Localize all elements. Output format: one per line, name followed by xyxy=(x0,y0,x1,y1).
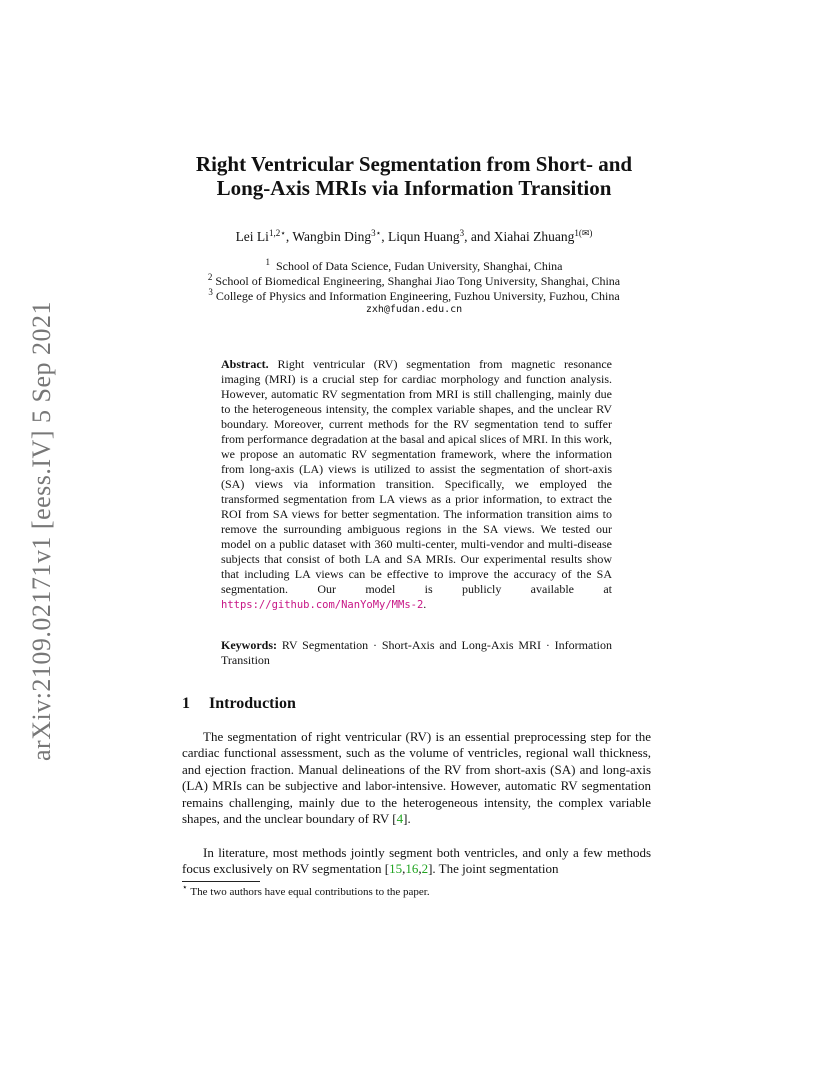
abstract-text: Right ventricular (RV) segmentation from magnetic resonance imaging (MRI) is a crucial step for cardiac morphology and function analysis. However, automatic RV segmentation from MRI is still challenging, mainly due to the heterogeneous intensity, the complex variable shapes, and the unclear RV boundary. Moreover, current methods for the RV segmentation tend to suffer from performance degradation at the basal and apical slices of MRI. In this work, we propose an automatic RV segmentation framework, where the information from long-axis (LA) views is utilized to assist the segmentation of short-axis (SA) views via information transition. Specifically, we employed the transformed segmentation from LA views as a prior information, to extract the ROI from SA views for better segmentation. The information transition aims to remove the surrounding ambiguous regions in the SA views. We tested our model on a public dataset with 360 multi-center, multi-vendor and multi-disease subjects that consist of both LA and SA MRIs. Our experimental results show that including LA views can be effective to improve the accuracy of the SA segmentation. Our model is publicly available at xyxy=(221,357,613,596)
keywords-text: RV Segmentation · Short-Axis and Long-Axis MRI · Information Transition xyxy=(221,638,613,667)
footnote-text: The two authors have equal contributions to the paper. xyxy=(190,886,430,898)
author-name: Xiahai Zhuang xyxy=(493,229,575,244)
section-number: 1 xyxy=(182,695,190,712)
citation-link[interactable]: 15 xyxy=(389,861,403,877)
arxiv-sidebar xyxy=(22,296,62,766)
section-heading xyxy=(182,695,296,713)
paper-title xyxy=(150,152,678,200)
author-sup: 3⋆ xyxy=(371,228,382,238)
affiliation-3: $^3$ College of Physics and Information Engineering, Fuzhou University, Fuzhou, China xyxy=(208,287,620,303)
intro-paragraph-2: In literature, most methods jointly segment both ventricles, and only a few methods focus exclusively on RV segmentation [15,16,2]. The joint segmentation xyxy=(182,845,651,877)
footnote-mark: ⋆ xyxy=(182,882,188,892)
affiliation-2: $^2$ School of Biomedical Engineering, Shanghai Jiao Tong University, Shanghai, China xyxy=(207,272,621,288)
section-title: Introduction xyxy=(209,695,296,712)
title-line-1: Right Ventricular Segmentation from Short- and xyxy=(195,152,633,176)
author-list: Lei $Li^{1,2⋆}$, Wangbin Ding$^{3⋆}$, Liqun Huang$^3$, and Xiahai Zhuang$^{1(✉)}$ xyxy=(235,228,593,244)
author-sup: 1(✉) xyxy=(574,228,593,238)
footnote-rule xyxy=(182,881,260,882)
keywords-label: Keywords: xyxy=(221,638,277,652)
abstract-label: Abstract. xyxy=(221,357,269,371)
intro-paragraph-1: The segmentation of right ventricular (RV) is an essential preprocessing step for the cardiac functional assessment, such as the volume of ventricles, regional wall thickness, and ejection fraction. Manual delineations of the RV from short-axis (SA) and long-axis (LA) MRIs can be subjective and labor-intensive. However, automatic RV segmentation remains challenging, mainly due to the heterogeneous intensity, the complex variable shapes, and the unclear boundary of RV [4]. xyxy=(182,729,651,827)
author-name: Wangbin Ding xyxy=(292,229,372,244)
citation-link[interactable]: 16 xyxy=(405,861,419,877)
abstract: Abstract. Right ventricular (RV) segmentation from magnetic resonance imaging (MRI) is a crucial step for cardiac morphology and function analysis. However, automatic RV segmentation from MRI is still challenging, mainly due to the heterogeneous intensity, the complex variable shapes, and the unclear RV boundary. Moreover, current methods for the RV segmentation tend to suffer from performance degradation at the basal and apical slices of MRI. In this work, we propose an automatic RV segmentation framework, where the information from long-axis (LA) views is utilized to assist the segmentation of short-axis (SA) views via information transition. Specifically, we employed the transformed segmentation from LA views as a prior information, to extract the ROI from SA views for better segmentation. The information transition aims to remove the surrounding ambiguous regions in the SA views. We tested our model on a public dataset with 360 multi-center, multi-vendor and multi-disease subjects that consist of both LA and SA MRIs. Our experimental results show that including LA views can be effective to improve the accuracy of the SA segmentation. Our model is publicly available at https://github.com/NanYoMy/MMs-2. xyxy=(221,357,613,611)
arxiv-identifier: arXiv:2109.02171v1 [eess.IV] 5 Sep 2021 xyxy=(27,301,56,761)
contact-email[interactable]: zxh@fudan.edu.cn xyxy=(365,304,463,315)
author-name: Lei Li xyxy=(235,229,269,244)
citation-link[interactable]: 2 xyxy=(421,861,429,877)
author-sup: 1,2⋆ xyxy=(268,228,286,238)
footnote xyxy=(182,882,430,898)
author-name: Liqun Huang xyxy=(388,229,460,244)
citation-link[interactable]: 4 xyxy=(396,811,404,827)
github-link[interactable]: https://github.com/NanYoMy/MMs-2 xyxy=(221,599,424,611)
title-line-2: Long-Axis MRIs via Information Transition xyxy=(216,176,612,200)
keywords xyxy=(221,638,612,668)
author-sup: 3 xyxy=(459,228,465,238)
affiliation-1: $^1$ School of Data Science, Fudan University, Shanghai, China xyxy=(265,257,563,273)
